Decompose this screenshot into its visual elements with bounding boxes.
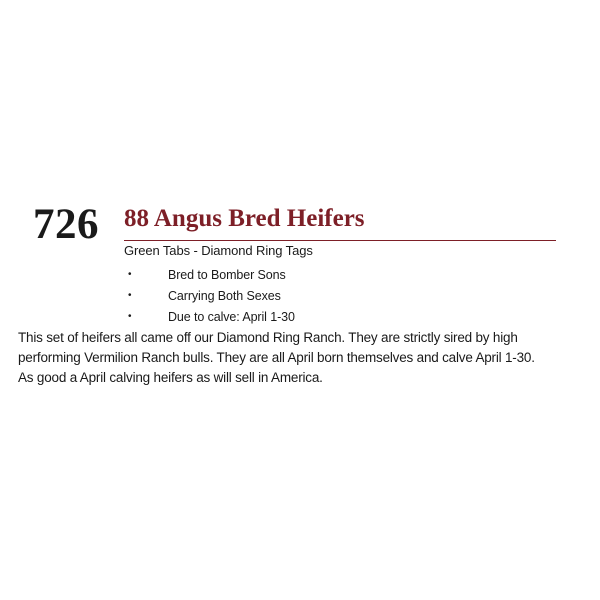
description-line: performing Vermilion Ranch bulls. They are all April born themselves and calve April 1-30. xyxy=(18,350,535,365)
lot-subtitle: Green Tabs - Diamond Ring Tags xyxy=(124,243,313,258)
lot-number: 726 xyxy=(33,201,99,248)
bullet-icon: • xyxy=(128,311,132,322)
bullet-icon: • xyxy=(128,290,132,301)
feature-text: Due to calve: April 1-30 xyxy=(168,310,295,324)
lot-description xyxy=(18,328,578,388)
feature-text: Bred to Bomber Sons xyxy=(168,268,286,282)
description-line: As good a April calving heifers as will sell in America. xyxy=(18,370,323,385)
bullet-icon: • xyxy=(128,269,132,280)
description-line: This set of heifers all came off our Diamond Ring Ranch. They are strictly sired by high xyxy=(18,330,518,345)
feature-text: Carrying Both Sexes xyxy=(168,289,281,303)
title-divider xyxy=(124,240,556,241)
lot-title: 88 Angus Bred Heifers xyxy=(124,205,365,232)
